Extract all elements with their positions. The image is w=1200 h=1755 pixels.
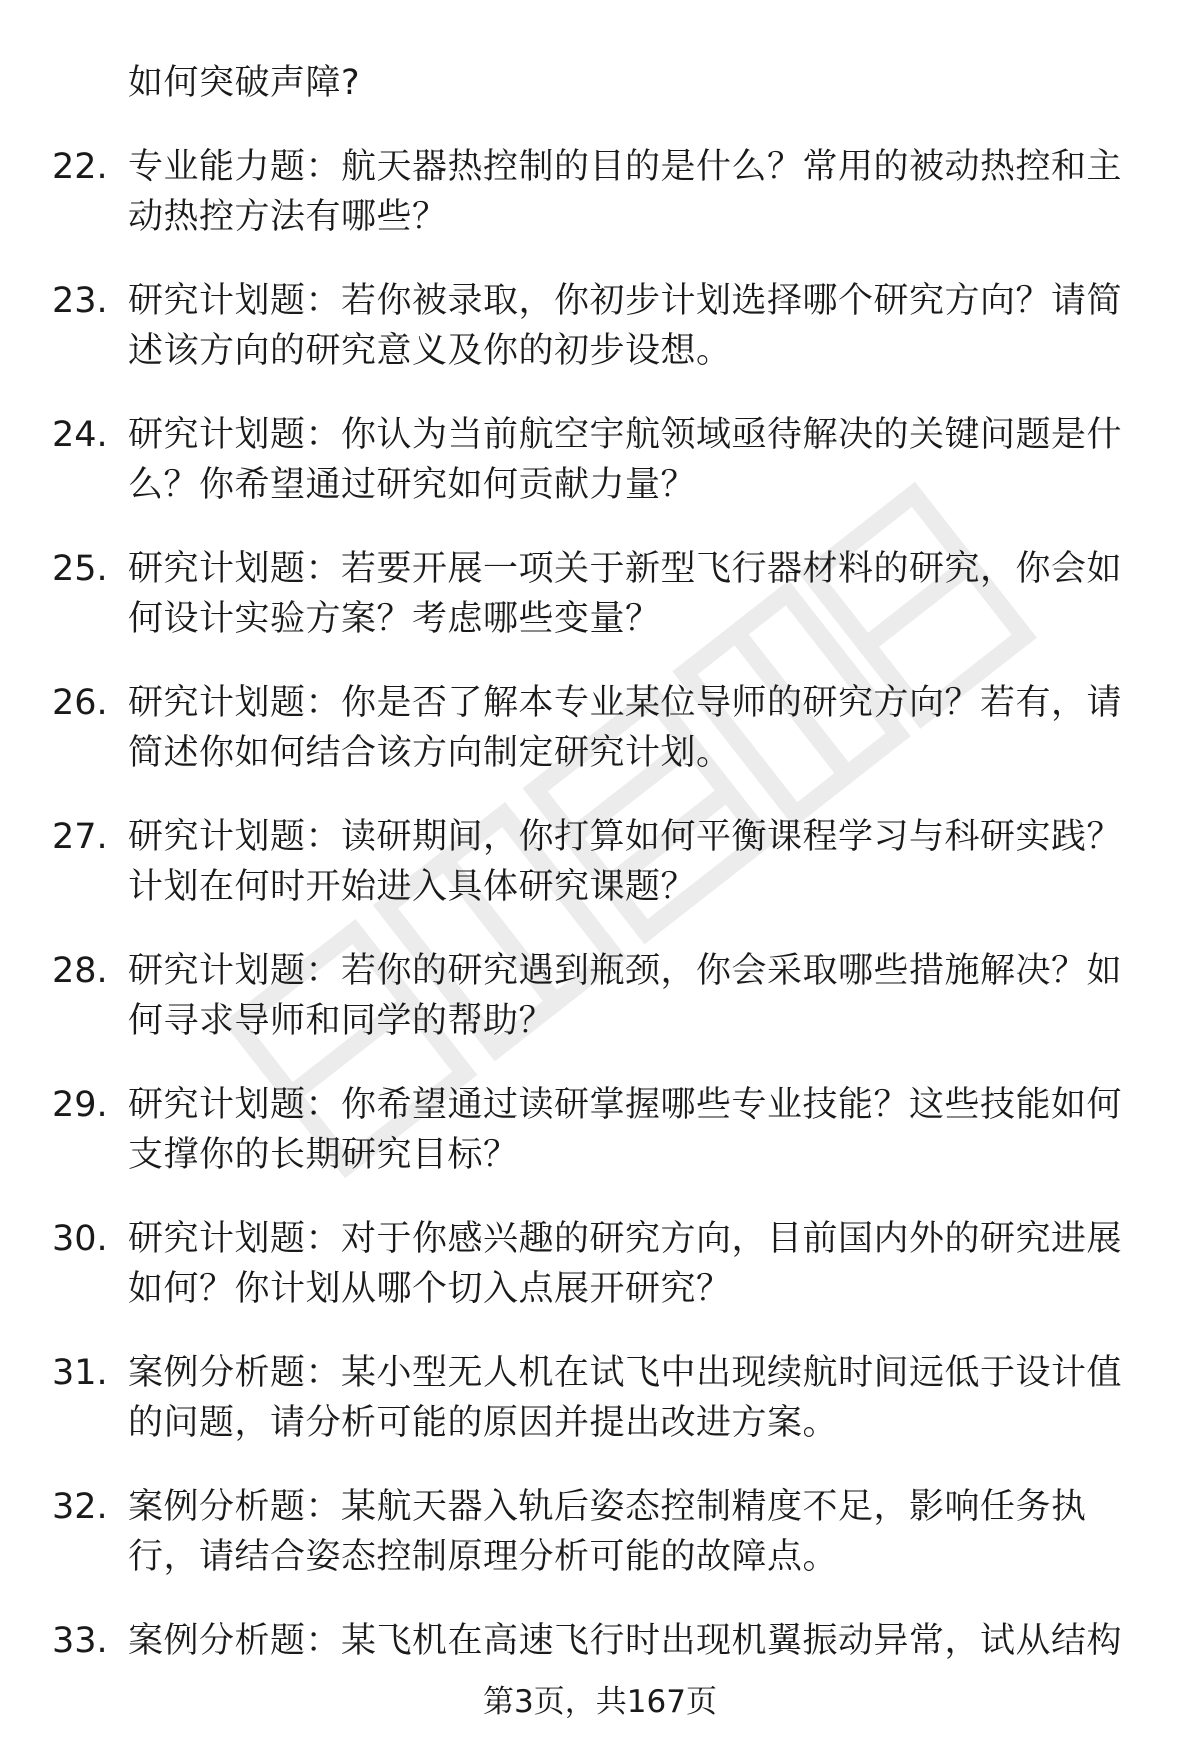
question-number: 27. bbox=[52, 817, 108, 857]
question-item bbox=[0, 1214, 1200, 1348]
question-text: 研究计划题：你是否了解本专业某位导师的研究方向？若有，请简述你如何结合该方向制定研究计划。 bbox=[128, 683, 1123, 773]
question-number: 23. bbox=[52, 281, 108, 321]
question-text: 研究计划题：你希望通过读研掌握哪些专业技能？这些技能如何支撑你的长期研究目标？ bbox=[128, 1085, 1123, 1175]
question-text: 专业能力题：航天器热控制的目的是什么？常用的被动热控和主动热控方法有哪些？ bbox=[128, 147, 1123, 237]
question-item bbox=[0, 1080, 1200, 1214]
question-item bbox=[0, 544, 1200, 678]
question-item bbox=[0, 142, 1200, 276]
question-item bbox=[0, 946, 1200, 1080]
question-item bbox=[0, 678, 1200, 812]
question-number: 25. bbox=[52, 549, 108, 589]
question-item bbox=[0, 410, 1200, 544]
question-number: 32. bbox=[52, 1487, 108, 1527]
question-number: 24. bbox=[52, 415, 108, 455]
question-text: 研究计划题：若你的研究遇到瓶颈，你会采取哪些措施解决？如何寻求导师和同学的帮助？ bbox=[128, 951, 1123, 1041]
question-text: 案例分析题：某飞机在高速飞行时出现机翼振动异常，试从结构 bbox=[128, 1621, 1123, 1661]
question-number: 22. bbox=[52, 147, 108, 187]
question-text: 案例分析题：某航天器入轨后姿态控制精度不足，影响任务执行，请结合姿态控制原理分析可能的故障点。 bbox=[128, 1487, 1087, 1577]
question-text: 研究计划题：对于你感兴趣的研究方向，目前国内外的研究进展如何？你计划从哪个切入点展开研究？ bbox=[128, 1219, 1123, 1309]
question-number: 30. bbox=[52, 1219, 108, 1259]
question-number: 29. bbox=[52, 1085, 108, 1125]
question-number: 26. bbox=[52, 683, 108, 723]
question-text: 研究计划题：读研期间，你打算如何平衡课程学习与科研实践？计划在何时开始进入具体研究课题？ bbox=[128, 817, 1123, 907]
question-item bbox=[0, 276, 1200, 410]
page-footer: 第3页，共167页 bbox=[483, 1684, 717, 1720]
question-text: 研究计划题：若你被录取，你初步计划选择哪个研究方向？请简述该方向的研究意义及你的初步设想。 bbox=[128, 281, 1123, 371]
question-text: 案例分析题：某小型无人机在试飞中出现续航时间远低于设计值的问题，请分析可能的原因并提出改进方案。 bbox=[128, 1353, 1123, 1443]
question-text: 研究计划题：你认为当前航空宇航领域亟待解决的关键问题是什么？你希望通过研究如何贡献力量？ bbox=[128, 415, 1123, 505]
question-number: 28. bbox=[52, 951, 108, 991]
question-text: 研究计划题：若要开展一项关于新型飞行器材料的研究，你会如何设计实验方案？考虑哪些变量？ bbox=[128, 549, 1123, 639]
question-item bbox=[0, 812, 1200, 946]
question-item bbox=[0, 1348, 1200, 1482]
question-number: 33. bbox=[52, 1621, 108, 1661]
continued-question-text: 如何突破声障? bbox=[128, 63, 361, 103]
question-list bbox=[0, 142, 1200, 1750]
question-number: 31. bbox=[52, 1353, 108, 1393]
question-item bbox=[0, 1482, 1200, 1616]
